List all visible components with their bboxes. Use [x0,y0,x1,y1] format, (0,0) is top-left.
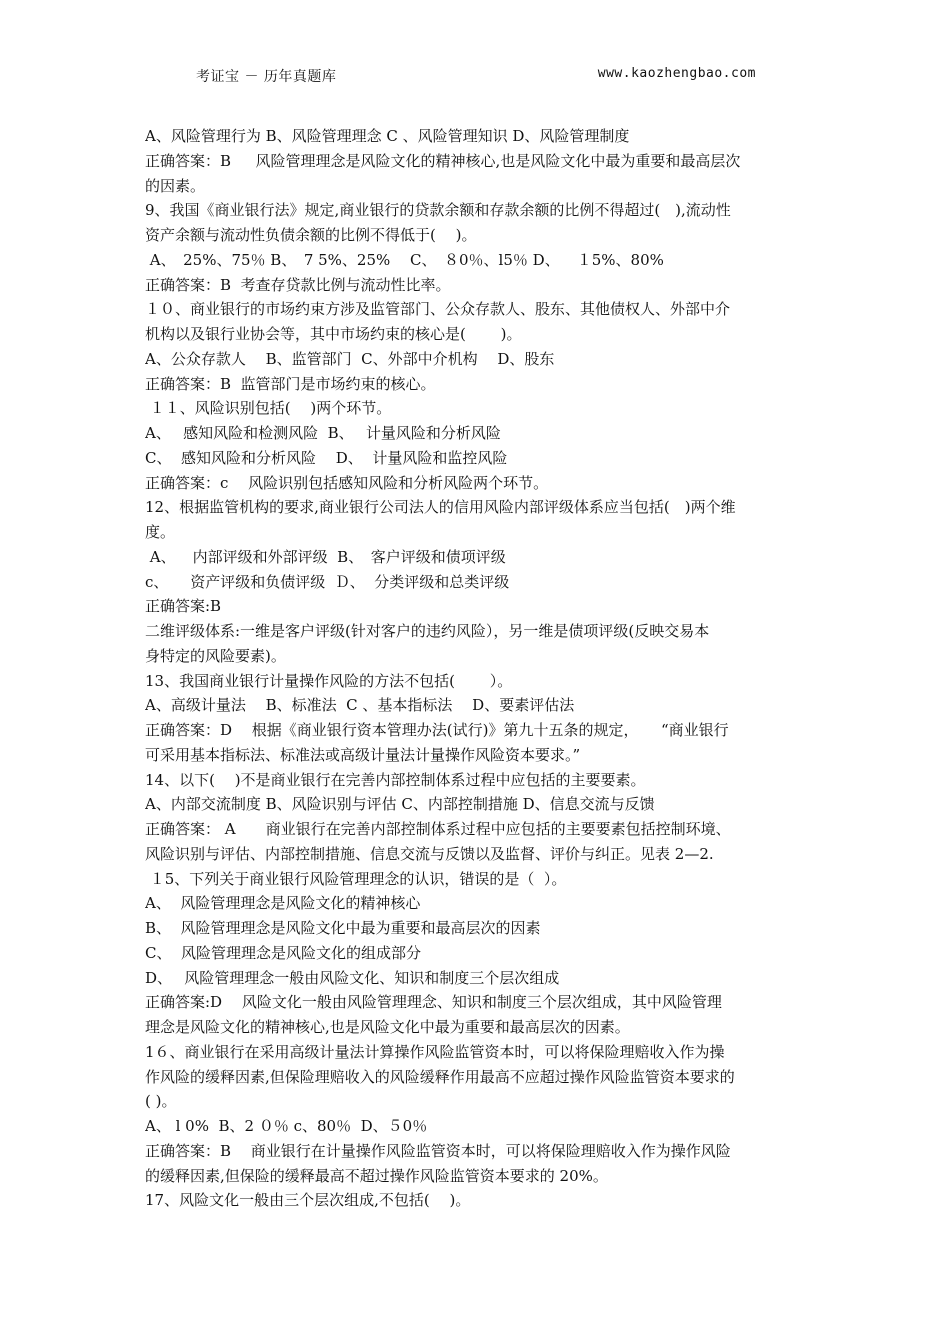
text-line: １１、风险识别包括( )两个环节。 [145,399,392,418]
text-line: 正确答案：c 风险识别包括感知风险和分析风险两个环节。 [145,473,549,492]
text-line: 正确答案：B 考查存贷款比例与流动性比率。 [145,275,451,294]
text-line: 风险识别与评估、内部控制措施、信息交流与反馈以及监督、评价与纠正。见表 2—2. [145,844,714,863]
text-line: 可采用基本指标法、标准法或高级计量法计量操作风险资本要求。” [145,745,581,764]
text-line: A、 感知风险和检测风险 B、 计量风险和分析风险 [145,424,501,442]
text-line: B、 风险管理理念是风险文化中最为重要和最高层次的因素 [145,919,541,937]
text-line: 身特定的风险要素)。 [145,646,286,665]
text-line: 正确答案：B 监管部门是市场约束的核心。 [145,374,436,393]
header-title: 考证宝 － 历年真题库 [196,69,337,85]
text-line: 正确答案：B 风险管理理念是风险文化的精神核心,也是风险文化中最为重要和最高层次 [145,151,741,170]
text-line: １０、商业银行的市场约束方涉及监管部门、公众存款人、股东、其他债权人、外部中介 [145,300,731,319]
text-line: A、内部交流制度 B、风险识别与评估 C、内部控制措施 D、信息交流与反馈 [145,795,655,814]
text-line: 正确答案：B 商业银行在计量操作风险监管资本时，可以将保险理赔收入作为操作风险 [145,1141,731,1160]
text-line: A、公众存款人 B、监管部门 C、外部中介机构 D、股东 [145,349,555,368]
text-line: A、 25%、75％ B、 7 5%、25% C、 ８0％、l5％ D、 １5%、80% [145,250,664,269]
text-line: 作风险的缓释因素,但保险理赔收入的风险缓释作用最高不应超过操作风险监管资本要求的 [145,1067,735,1086]
text-line: A、 风险管理理念是风险文化的精神核心 [145,894,421,913]
text-line: １5、下列关于商业银行风险管理理念的认识，错误的是（ ）。 [145,869,567,888]
text-line: D、 风险管理理念一般由风险文化、知识和制度三个层次组成 [145,968,560,987]
text-line: 1６、商业银行在采用高级计量法计算操作风险监管资本时，可以将保险理赔收入作为操 [145,1042,725,1061]
text-line: 9、我国《商业银行法》规定,商业银行的贷款余额和存款余额的比例不得超过( ),流动性 [145,201,731,220]
header-url: www.kaozhengbao.com [597,66,756,81]
document-body [145,124,810,1213]
text-line: 正确答案：D 根据《商业银行资本管理办法(试行)》第九十五条的规定， “商业银行 [145,721,729,739]
text-line: A、高级计量法 B、标准法 C 、基本指标法 D、要素评估法 [145,696,575,715]
text-line: 理念是风险文化的精神核心,也是风险文化中最为重要和最高层次的因素。 [145,1018,630,1036]
text-line: 17、风险文化一般由三个层次组成,不包括( )。 [145,1191,471,1210]
text-line: c、 资产评级和负债评级 Ｄ、 分类评级和总类评级 [145,572,510,591]
text-line: 14、以下( )不是商业银行在完善内部控制体系过程中应包括的主要要素。 [145,770,646,789]
text-line: A、风险管理行为 B、风险管理理念 C 、风险管理知识 D、风险管理制度 [145,127,630,145]
text-line: 正确答案:B [145,597,222,616]
text-line: C、 风险管理理念是风险文化的组成部分 [145,943,422,962]
text-line: C、 感知风险和分析风险 D、 计量风险和监控风险 [145,448,508,467]
text-line: 二维评级体系:一维是客户评级(针对客户的违约风险），另一维是债项评级(反映交易本 [145,622,710,640]
text-line: 的缓释因素,但保险的缓释最高不超过操作风险监管资本要求的 20%。 [145,1166,608,1185]
text-line: 正确答案:D 风险文化一般由风险管理理念、知识和制度三个层次组成，其中风险管理 [145,993,722,1012]
text-line: ( )。 [145,1092,177,1111]
text-line: 13、我国商业银行计量操作风险的方法不包括( ）。 [145,671,513,690]
text-line: 的因素。 [145,176,206,195]
text-line: 资产余额与流动性负债余额的比例不得低于( )。 [145,226,477,244]
text-line: 度。 [145,523,176,541]
text-line: A、 内部评级和外部评级 B、 客户评级和债项评级 [145,547,506,566]
text-line: A、 l 0% B、2 ０％ c、80％ D、５0％ [145,1117,428,1135]
text-line: 机构以及银行业协会等，其中市场约束的核心是( )。 [145,325,522,343]
page-header [196,66,756,88]
text-line: 正确答案： A 商业银行在完善内部控制体系过程中应包括的主要要素包括控制环境、 [145,820,731,838]
text-line: 12、根据监管机构的要求,商业银行公司法人的信用风险内部评级体系应当包括( )两个维 [145,498,736,517]
